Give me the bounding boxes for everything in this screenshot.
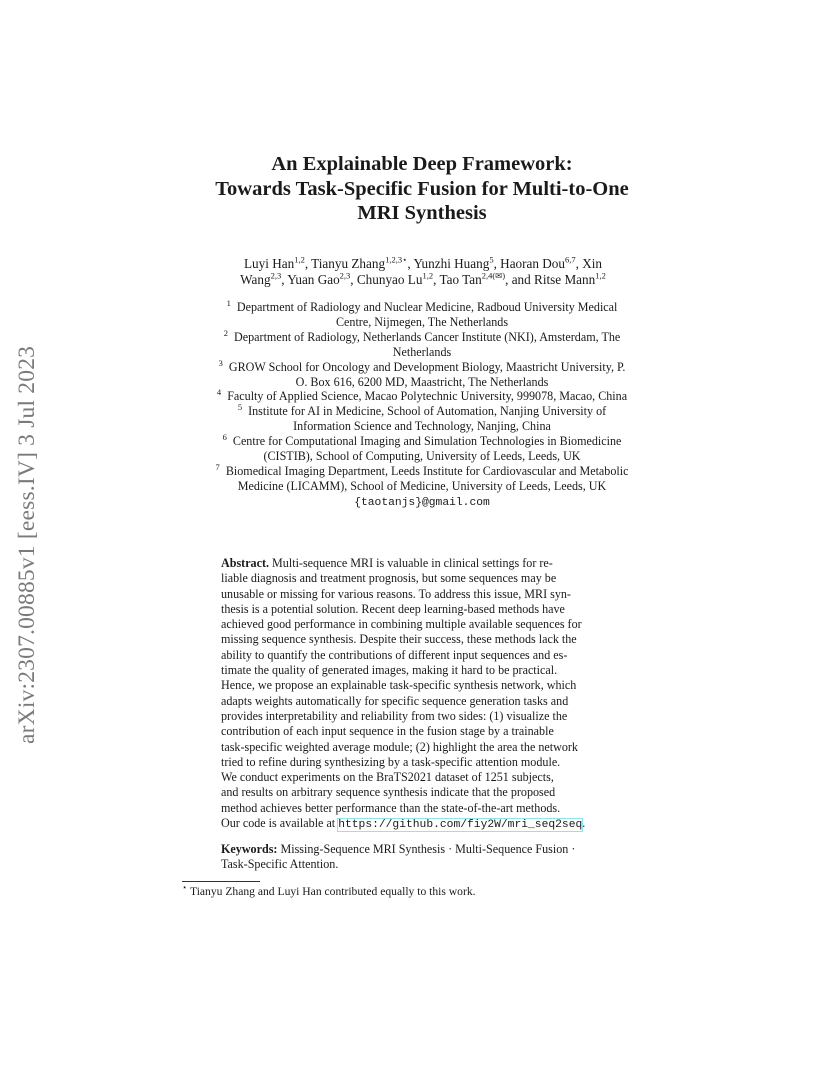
affiliation-line — [170, 479, 674, 494]
abstract-line: liable diagnosis and treatment prognosis, but some sequences may be — [221, 571, 557, 586]
affiliation-text: Centre for Computational Imaging and Simulation Technologies in Biomedicine — [232, 434, 622, 449]
abstract-line: achieved good performance in combining multiple available sequences for — [221, 617, 582, 632]
affiliation-text: Faculty of Applied Science, Macao Polytechnic University, 999078, Macao, China — [227, 389, 628, 404]
affiliation-line — [170, 461, 674, 479]
author-line — [196, 256, 650, 272]
affiliation-line — [170, 357, 674, 375]
author-name: Yunzhi Huang — [413, 256, 490, 271]
affiliation-text: Institute for AI in Medicine, School of Automation, Nanjing University of — [248, 404, 607, 419]
author-affiliation-marks: 2,3 — [339, 270, 351, 281]
author-separator: , Xin — [575, 256, 602, 271]
affiliation-line — [170, 404, 674, 419]
author-name: Luyi Han — [244, 256, 295, 271]
affiliation-number: 6 — [222, 432, 227, 443]
keywords — [221, 842, 613, 873]
abstract-line: thesis is a potential solution. Recent deep learning-based methods have — [221, 601, 565, 616]
author-separator: , — [433, 272, 440, 287]
abstract-line: unusable or missing for various reasons. To address this issue, MRI syn- — [221, 586, 571, 601]
footnote-rule — [182, 881, 260, 882]
author-affiliation-marks: 1,2 — [422, 270, 434, 281]
affiliation-number: 7 — [215, 461, 220, 472]
title-line: Towards Task-Specific Fusion for Multi-to-One — [215, 177, 629, 200]
abstract-label: Abstract. — [221, 556, 270, 570]
author-separator: , — [407, 256, 414, 271]
abstract-text: Multi-sequence MRI is valuable in clinical settings for re- — [269, 556, 553, 570]
abstract-line: provides interpretability and reliability from two sides: (1) visualize the — [221, 708, 568, 723]
affiliation-line — [170, 419, 674, 434]
keywords-text: Missing-Sequence MRI Synthesis · Multi-Sequence Fusion · — [277, 842, 576, 856]
affiliation-line — [170, 449, 674, 464]
author-name: Ritse Mann — [534, 272, 596, 287]
author-affiliation-marks: 5 — [489, 254, 494, 265]
affiliation-number: 5 — [237, 402, 243, 413]
affiliation-text: Netherlands — [392, 344, 452, 359]
author-separator: , — [304, 256, 312, 271]
keywords-label: Keywords: — [221, 842, 278, 856]
author-separator: , — [493, 256, 501, 271]
affiliation-line — [170, 434, 674, 449]
arxiv-identifier: arXiv:2307.00885v1 [eess.IV] 3 Jul 2023 — [14, 345, 40, 744]
footnote-mark: ⋆ — [182, 882, 188, 893]
author-name: Haoran Dou — [500, 256, 565, 271]
author-affiliation-marks: 2,3 — [270, 270, 282, 281]
abstract-line: and results on arbitrary sequence synthesis indicate that the proposed — [221, 785, 556, 800]
abstract-line: ability to quantify the contributions of different input sequences and es- — [221, 647, 568, 662]
affiliation-number: 1 — [226, 297, 231, 308]
abstract — [221, 556, 613, 833]
affiliation-line — [170, 315, 674, 330]
abstract-line: task-specific weighted average module; (2) highlight the area the network — [221, 739, 578, 754]
abstract-line: method achieves better performance than the state-of-the-art methods. — [221, 800, 561, 815]
abstract-text: . — [582, 816, 586, 831]
title-line: An Explainable Deep Framework: — [271, 153, 573, 175]
abstract-text: Our code is available at — [221, 816, 339, 831]
affiliation-line — [170, 327, 674, 345]
footnote — [182, 882, 476, 899]
contact-email: {taotanjs}@gmail.com — [354, 496, 490, 509]
author-separator: , and — [505, 272, 535, 287]
affiliation-text: Medicine (LICAMM), School of Medicine, University of Leeds, Leeds, UK — [237, 478, 607, 493]
abstract-line: adapts weights automatically for specific sequence generation tasks and — [221, 693, 569, 708]
abstract-line: missing sequence synthesis. Despite their success, these methods lack the — [221, 632, 577, 647]
abstract-line: Hence, we propose an explainable task-specific synthesis network, which — [221, 678, 577, 693]
affiliation-number: 3 — [218, 357, 223, 368]
affiliation-text: Centre, Nijmegen, The Netherlands — [335, 314, 509, 329]
keywords-line: Task-Specific Attention. — [221, 857, 339, 872]
keywords-line — [221, 842, 613, 857]
author-list — [196, 256, 650, 288]
author-name: Wang — [240, 272, 271, 287]
abstract-line — [221, 556, 613, 571]
author-line — [196, 272, 650, 288]
author-affiliation-marks: 1,2 — [294, 254, 305, 265]
abstract-line: timate the quality of generated images, making it hard to be practical. — [221, 663, 558, 678]
author-affiliation-marks: 1,2,3⋆ — [385, 254, 408, 265]
affiliation-line — [170, 494, 674, 511]
affiliation-list — [170, 297, 674, 511]
affiliation-text: O. Box 616, 6200 MD, Maastricht, The Netherlands — [295, 374, 549, 389]
affiliation-text: Department of Radiology, Netherlands Cancer Institute (NKI), Amsterdam, The — [234, 329, 621, 344]
code-repository-link[interactable]: https://github.com/fiy2W/mri_seq2seq — [338, 819, 583, 832]
author-name: Yuan Gao — [287, 272, 340, 287]
author-affiliation-marks: 1,2 — [595, 270, 606, 281]
affiliation-text: Department of Radiology and Nuclear Medicine, Radboud University Medical — [236, 300, 618, 314]
affiliation-text: Information Science and Technology, Nanjing, China — [293, 419, 551, 434]
affiliation-line — [170, 375, 674, 390]
author-name: Tianyu Zhang — [311, 256, 386, 271]
author-separator: , — [350, 272, 357, 287]
affiliation-number: 4 — [216, 387, 222, 398]
paper-title — [150, 152, 694, 226]
affiliation-text: (CISTIB), School of Computing, University of Leeds, Leeds, UK — [263, 449, 581, 464]
affiliation-line — [170, 345, 674, 360]
author-separator: , — [281, 272, 288, 287]
author-name: Tao Tan — [439, 272, 482, 287]
author-name: Chunyao Lu — [356, 272, 423, 287]
title-line: MRI Synthesis — [357, 202, 487, 224]
abstract-line: contribution of each input sequence in the fusion stage by a trainable — [221, 724, 554, 739]
affiliation-text: GROW School for Oncology and Development Biology, Maastricht University, P. — [228, 359, 626, 374]
abstract-line: tried to refine during synthesizing by a task-specific attention module. — [221, 754, 561, 769]
author-affiliation-marks: 6,7 — [565, 254, 576, 265]
affiliation-line — [170, 389, 674, 404]
author-affiliation-marks: 2,4(✉) — [481, 270, 506, 281]
footnote-text: Tianyu Zhang and Luyi Han contributed equally to this work. — [187, 885, 476, 898]
affiliation-line — [170, 297, 674, 315]
abstract-line: We conduct experiments on the BraTS2021 dataset of 1251 subjects, — [221, 770, 554, 785]
abstract-line — [221, 816, 613, 833]
affiliation-text: Biomedical Imaging Department, Leeds Institute for Cardiovascular and Metabolic — [225, 463, 629, 478]
affiliation-number: 2 — [223, 327, 228, 338]
